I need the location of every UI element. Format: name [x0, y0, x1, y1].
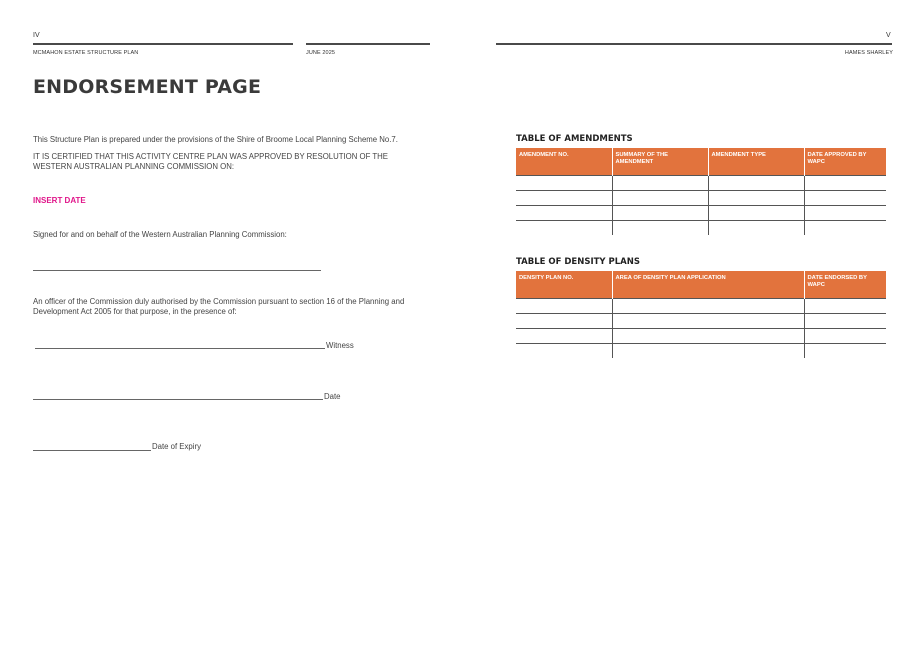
amendments-header-cell: AMENDMENT TYPE	[708, 148, 804, 175]
table-row	[516, 343, 886, 358]
table-cell[interactable]	[612, 298, 804, 313]
table-cell[interactable]	[612, 175, 708, 190]
table-cell[interactable]	[516, 298, 612, 313]
table-cell[interactable]	[516, 175, 612, 190]
table-cell[interactable]	[708, 175, 804, 190]
signed-text: Signed for and on behalf of the Western Australian Planning Commission:	[33, 230, 287, 239]
table-cell[interactable]	[612, 205, 708, 220]
table-row	[516, 328, 886, 343]
table-cell[interactable]	[804, 313, 886, 328]
table-cell[interactable]	[708, 205, 804, 220]
table-cell[interactable]	[516, 220, 612, 235]
page-title: ENDORSEMENT PAGE	[33, 76, 262, 98]
header-date: JUNE 2025	[306, 50, 336, 56]
running-title: MCMAHON ESTATE STRUCTURE PLAN	[33, 50, 139, 56]
table-row	[516, 190, 886, 205]
witness-line[interactable]	[35, 348, 325, 349]
table-cell[interactable]	[708, 220, 804, 235]
density-header-cell: AREA OF DENSITY PLAN APPLICATION	[612, 271, 804, 298]
table-cell[interactable]	[516, 328, 612, 343]
density-plans-table	[516, 271, 886, 358]
date-label: Date	[324, 392, 341, 401]
table-cell[interactable]	[516, 313, 612, 328]
expiry-label: Date of Expiry	[152, 442, 201, 451]
amendments-header-cell: SUMMARY OF THE AMENDMENT	[612, 148, 708, 175]
table-cell[interactable]	[804, 298, 886, 313]
page-number-right: V	[886, 32, 891, 39]
table-cell[interactable]	[612, 190, 708, 205]
expiry-line[interactable]	[33, 450, 151, 451]
page-number-left: IV	[33, 32, 40, 39]
table-row	[516, 205, 886, 220]
table-cell[interactable]	[612, 313, 804, 328]
witness-label: Witness	[326, 341, 354, 350]
table-row	[516, 220, 886, 235]
amendments-table	[516, 148, 886, 235]
table-cell[interactable]	[612, 343, 804, 358]
table-cell[interactable]	[612, 220, 708, 235]
table-cell[interactable]	[516, 205, 612, 220]
signature-line[interactable]	[33, 270, 321, 271]
date-line[interactable]	[33, 399, 323, 400]
density-table-title: TABLE OF DENSITY PLANS	[516, 257, 641, 267]
certification-text: IT IS CERTIFIED THAT THIS ACTIVITY CENTRE PLAN WAS APPROVED BY RESOLUTION OF THE WESTERN AUSTRALIAN PLANNING COMMISSION ON:	[33, 152, 388, 171]
table-cell[interactable]	[804, 343, 886, 358]
insert-date-field[interactable]: INSERT DATE	[33, 196, 86, 205]
header-rule	[496, 43, 892, 45]
table-cell[interactable]	[804, 220, 886, 235]
header-rule	[33, 43, 293, 45]
amendments-header-cell: DATE APPROVED BY WAPC	[804, 148, 886, 175]
density-header-cell: DATE ENDORSED BY WAPC	[804, 271, 886, 298]
table-cell[interactable]	[804, 328, 886, 343]
header-rule	[306, 43, 430, 45]
amendments-header-cell: AMENDMENT NO.	[516, 148, 612, 175]
table-cell[interactable]	[516, 190, 612, 205]
table-cell[interactable]	[804, 175, 886, 190]
intro-text: This Structure Plan is prepared under the provisions of the Shire of Broome Local Planning Scheme No.7.	[33, 135, 398, 144]
table-row	[516, 175, 886, 190]
table-cell[interactable]	[516, 343, 612, 358]
table-cell[interactable]	[612, 328, 804, 343]
table-cell[interactable]	[804, 190, 886, 205]
table-cell[interactable]	[804, 205, 886, 220]
officer-text: An officer of the Commission duly authorised by the Commission pursuant to section 16 of the Planning and Development Act 2005 for that purpose, in the presence of:	[33, 297, 405, 316]
company-name: HAMES SHARLEY	[844, 50, 893, 56]
density-header-cell: DENSITY PLAN NO.	[516, 271, 612, 298]
table-row	[516, 298, 886, 313]
amendments-table-title: TABLE OF AMENDMENTS	[516, 134, 633, 144]
table-cell[interactable]	[708, 190, 804, 205]
table-row	[516, 313, 886, 328]
